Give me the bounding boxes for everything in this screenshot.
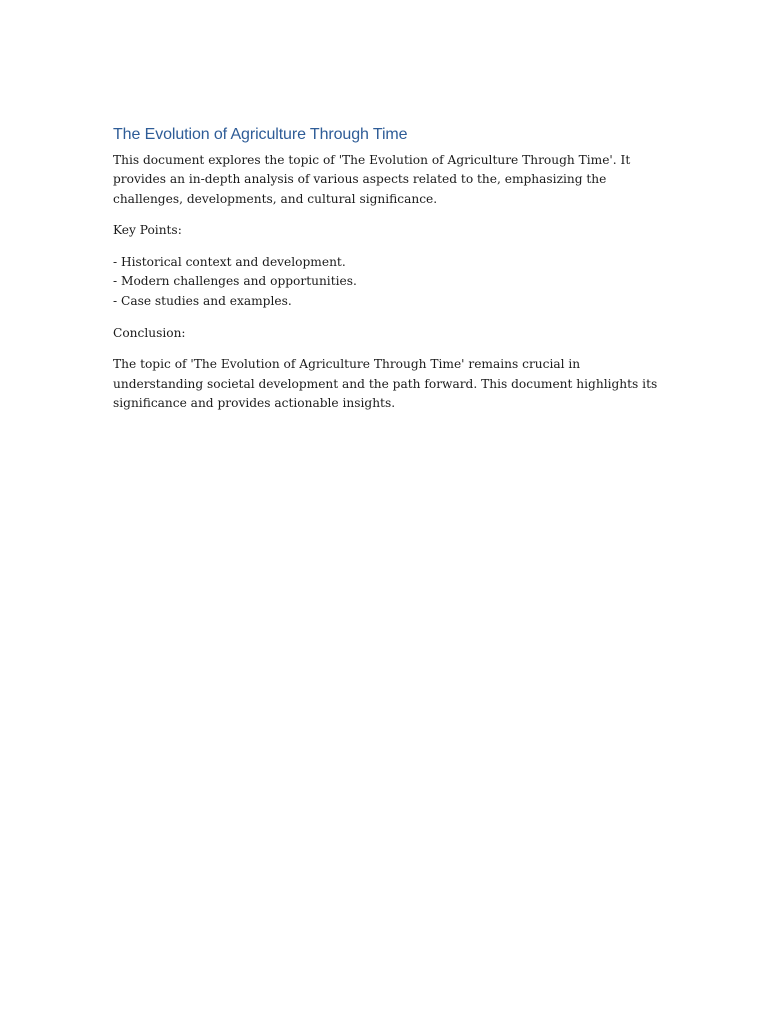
key-point-item: - Case studies and examples. bbox=[113, 293, 292, 308]
document-body bbox=[113, 124, 658, 426]
key-point-item: - Historical context and development. bbox=[113, 255, 346, 270]
document-title: The Evolution of Agriculture Through Time bbox=[113, 126, 408, 143]
conclusion-heading: Conclusion: bbox=[113, 325, 186, 340]
key-points-heading: Key Points: bbox=[113, 223, 182, 238]
conclusion-paragraph: The topic of 'The Evolution of Agriculture Through Time' remains crucial in understanding societal development and the path forward. This document highlights its significance and provides actionable insights. bbox=[113, 357, 658, 410]
intro-paragraph: This document explores the topic of 'The Evolution of Agriculture Through Time'. It provides an in-depth analysis of various aspects related to the, emphasizing the challenges, developments, and cultural significance. bbox=[113, 153, 631, 206]
key-points-list bbox=[113, 253, 658, 311]
key-point-item: - Modern challenges and opportunities. bbox=[113, 274, 357, 289]
